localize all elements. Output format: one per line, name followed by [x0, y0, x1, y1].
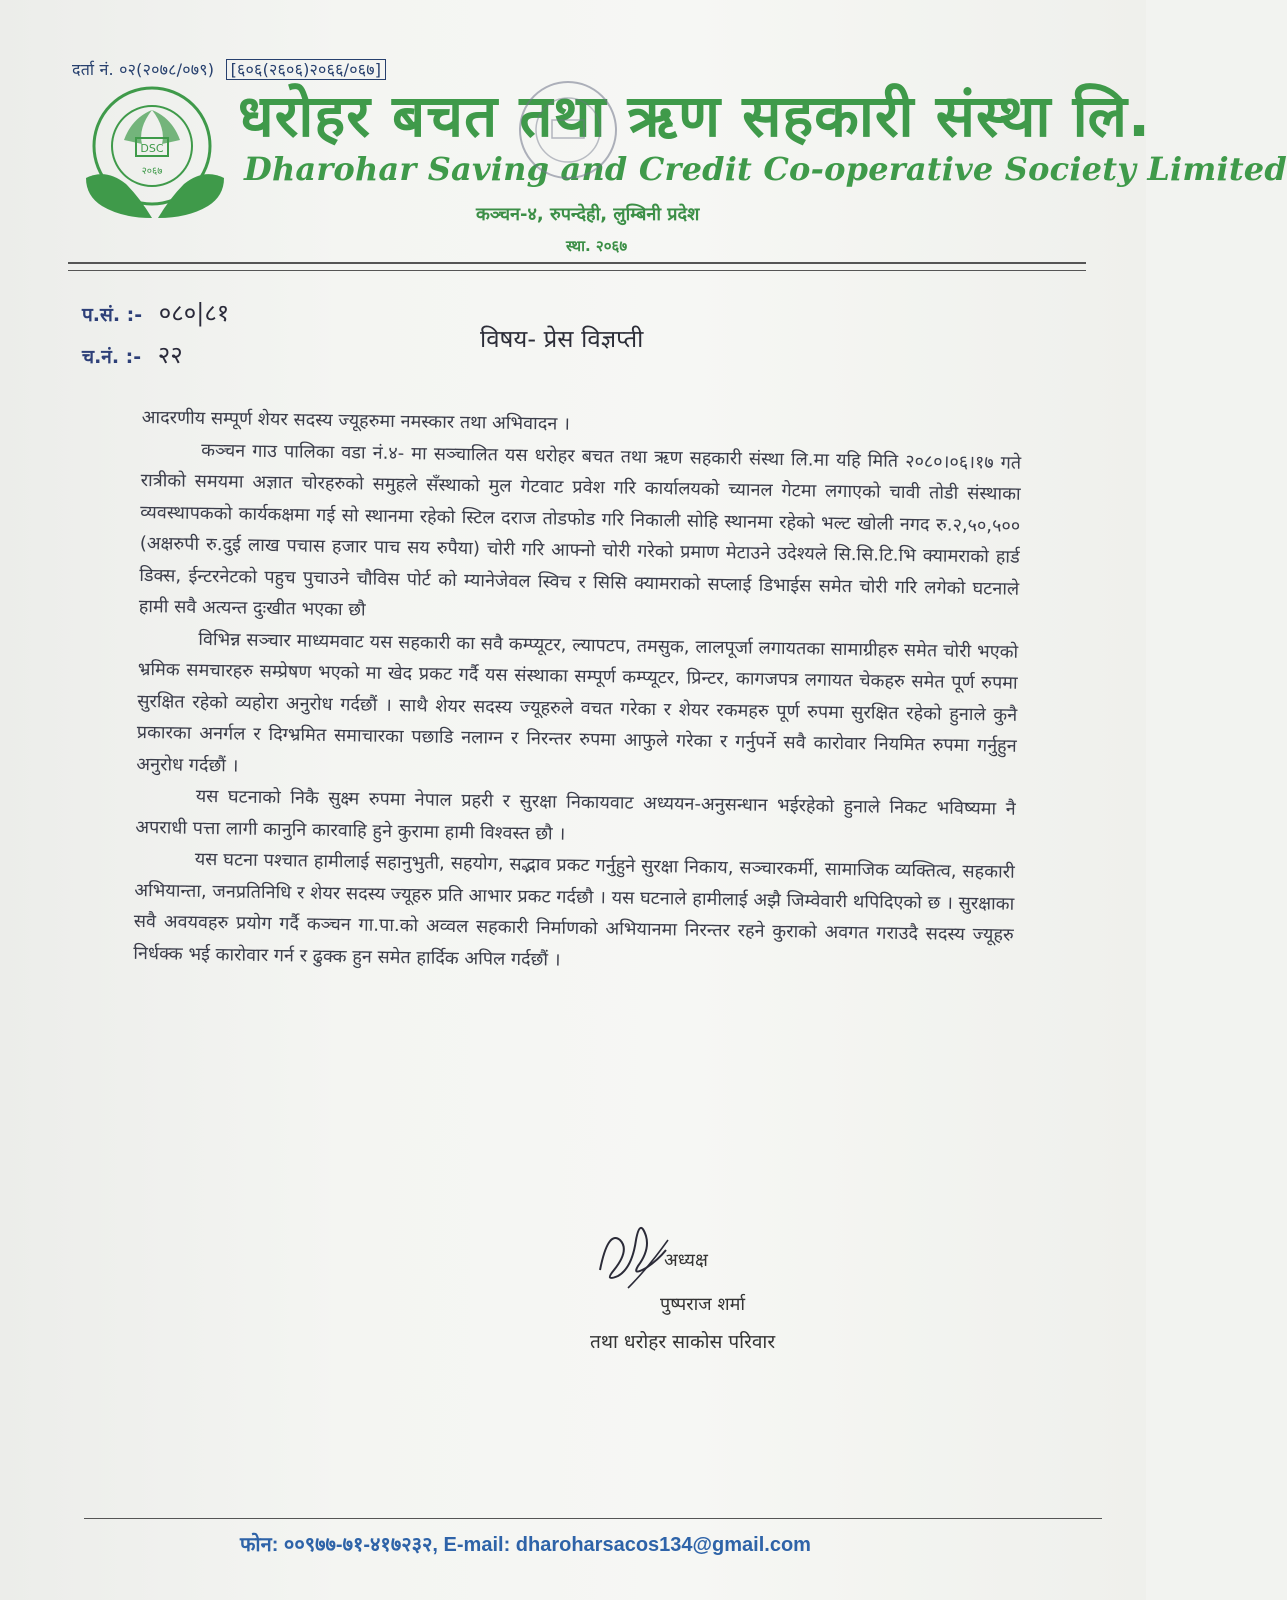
signatory-name: पुष्पराज शर्मा [660, 1294, 746, 1315]
cha-na-label: च.नं. :- [82, 346, 142, 368]
paragraph-2: विभिन्न सञ्चार माध्यमवाट यस सहकारी का सवै कम्प्यूटर, ल्यापटप, तमसुक, लालपूर्जा लगायतका सामाग्रीहरु समेत चोरी भएको भ्रमिक समचारहरु सम्प्रेषण भएको मा खेद प्रकट गर्दै यस संस्थाका सम्पूर्ण कम्प्यूटर, प्रिन्टर, कागजपत्र लगायत चेकहरु समेत पूर्ण रुपमा सुरक्षित रहेको व्यहोरा अनुरोध गर्दछौं । साथै शेयर सदस्य ज्यूहरुले वचत गरेका र शेयर रकमहरु पूर्ण रुपमा सुरक्षित रहेको हुनाले कुनै प्रकारका अनर्गल र दिग्भ्रमित समाचारका पछाडि नलाग्न र निरन्तर रुपमा आफुले गरेका र गर्नुपर्ने सवै कारोवार नियमित रुपमा गर्नुहुन अनुरोध गर्दछौं । [136, 628, 1019, 777]
established-year: स्था. २०६७ [566, 237, 628, 255]
header-divider [68, 262, 1086, 264]
greeting: आदरणीय सम्पूर्ण शेयर सदस्य ज्यूहरुमा नमस्कार तथा अभिवादन । [141, 406, 571, 435]
org-name-english: Dharohar Saving and Credit Co-operative Society Limited [244, 150, 1287, 188]
signatory-organization: तथा धरोहर साकोस परिवार [590, 1331, 776, 1353]
reference-cha-na [82, 338, 183, 371]
org-logo [80, 82, 230, 230]
pa-sa-value: ०८०|८१ [158, 299, 230, 327]
paragraph-1: कञ्चन गाउ पालिका वडा नं.४- मा सञ्चालित यस धरोहर बचत तथा ऋण सहकारी संस्था लि.मा यहि मिति २०८०।०६।१७ गते रात्रीको समयमा अज्ञात चोरहरुको समुहले सँस्थाको मुल गेटवाट प्रवेश गरि कार्यालयको च्यानल गेटमा लगाएको चावी तोडी संस्थाका व्यवस्थापकको कार्यकक्षमा गई सो स्थानमा रहेको स्टिल दराज तोडफोड गरि निकाली सोहि स्थानमा रहेको भल्ट खोली नगद रु.२,५०,५०० (अक्षरुपी रु.दुई लाख पचास हजार पाच सय रुपैया) चोरी गरि आफ्नो चोरी गरेको प्रमाण मेटाउने उदेश्यले सि.सि.टि.भि क्यामराको हार्ड डिक्स, ईन्टरनेटको पहुच पुचाउने चौविस पोर्ट को म्यानेजेवल स्विच र सिसि क्यामराको सप्लाई डिभाईस समेत चोरी गरि लगेको घटनाले हामी सवै अत्यन्त दुःखीत भएका छौ [138, 439, 1022, 621]
cha-na-value: २२ [157, 341, 183, 369]
signatory-title: अध्यक्ष [664, 1250, 708, 1271]
org-name-nepali: धरोहर बचत तथा ऋण सहकारी संस्था लि. [238, 82, 1152, 150]
pa-sa-label: प.सं. :- [82, 304, 143, 326]
paragraph-3: यस घटनाको निकै सुक्ष्म रुपमा नेपाल प्रहरी र सुरक्षा निकायवाट अध्ययन-अनुसन्धान भईरहेको हुनाले निकट भविष्यमा नै अपराधी पत्ता लागी कानुनि कारवाहि हुने कुरामा हामी विश्वस्त छौ । [135, 785, 1016, 845]
paragraph-4: यस घटना पश्चात हामीलाई सहानुभुती, सहयोग, सद्भाव प्रकट गर्नुहुने सुरक्षा निकाय, सञ्चारकर्मी, सामाजिक व्यक्तित्व, सहकारी अभियान्ता, जनप्रतिनिधि र शेयर सदस्य ज्यूहरु प्रति आभार प्रकट गर्दछौ । यस घटनाले हामीलाई अझै जिम्वेवारी थपिदिएको छ । सुरक्षाका सवै अवयवहरु प्रयोग गर्दै कञ्चन गा.पा.को अव्वल सहकारी निर्माणको अभियानमा निरन्तर रहने कुराको अवगत गराउदै सदस्य ज्यूहरु निर्धक्क भई कारोवार गर्न र ढुक्क हुन समेत हार्दिक अपिल गर्दछौं । [133, 848, 1015, 971]
footer-divider [84, 1518, 1102, 1519]
logo-text: DSC [140, 142, 164, 155]
letter-subject: विषय- प्रेस विज्ञप्ती [480, 325, 644, 353]
reference-pa-sa [82, 296, 229, 329]
header-divider-secondary [68, 270, 1086, 271]
registration-label: दर्ता नं. ०२(२०७८/०७९) [72, 60, 215, 79]
office-stamp [488, 60, 648, 180]
footer-contact: फोन: ००९७७-७१-४१७२३२, E-mail: dharoharsacos134@gmail.com [240, 1534, 811, 1556]
logo-year: २०६७ [141, 166, 163, 177]
org-address: कञ्चन-४, रुपन्देही, लुम्बिनी प्रदेश [476, 204, 700, 225]
registration-boxed: [६०६(२६०६)२०६६/०६७] [226, 59, 387, 80]
letter-body [133, 402, 1022, 983]
